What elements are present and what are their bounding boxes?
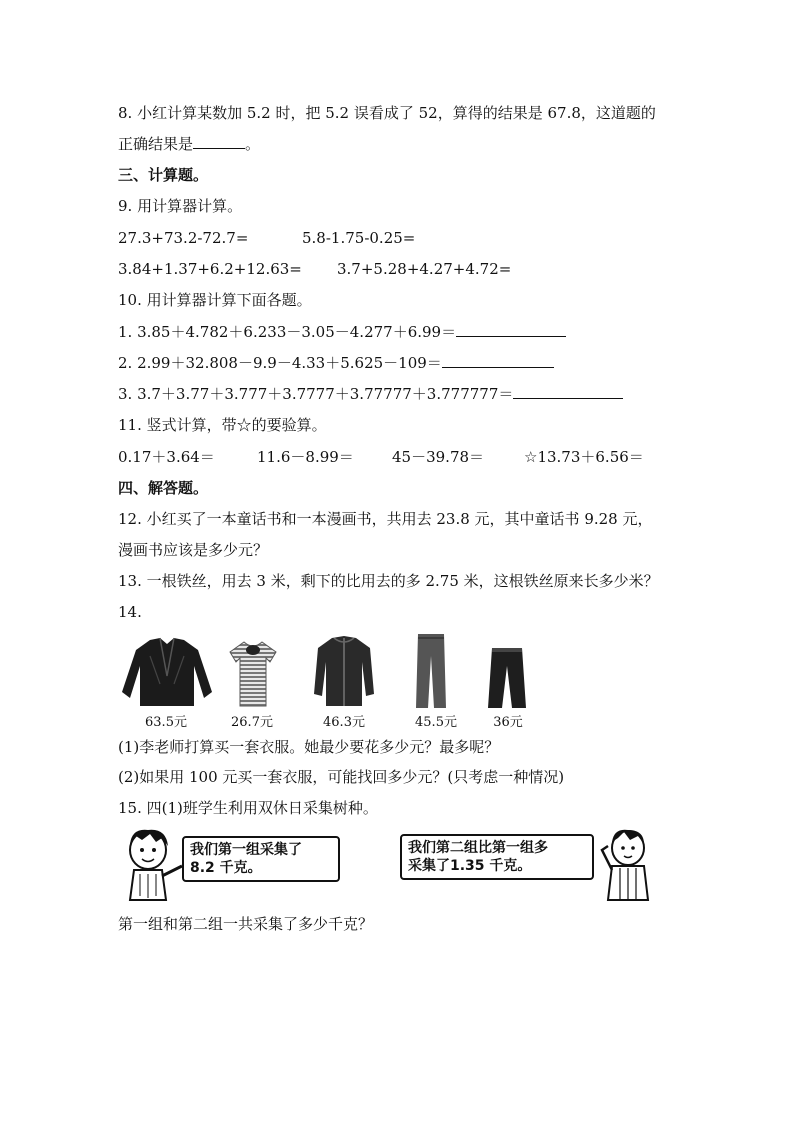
q9-expr-d: 3.7+5.28+4.27+4.72= — [337, 260, 512, 278]
boy-right-icon — [594, 826, 660, 902]
section3-heading: 三、计算题。 — [118, 166, 209, 184]
speech-bubble-right — [400, 834, 594, 880]
q12-line2: 漫画书应该是多少元？ — [118, 541, 269, 559]
section4-heading: 四、解答题。 — [118, 479, 209, 497]
striped-shirt-icon — [228, 640, 278, 708]
jacket-icon — [120, 636, 214, 708]
q8-line2-text: 正确结果是 — [118, 135, 194, 153]
q14-sub1: (1)李老师打算买一套衣服。她最少要花多少元？最多呢？ — [118, 738, 500, 756]
q11-item-4: ☆13.73＋6.56＝ — [524, 448, 644, 466]
bubble-right-line2: 采集了1.35 千克。 — [408, 858, 532, 874]
bubble-left-line1: 我们第一组采集了 — [190, 842, 302, 858]
q9-expr-b: 5.8-1.75-0.25= — [302, 229, 416, 247]
q11-title: 11. 竖式计算，带☆的要验算。 — [118, 416, 327, 434]
q8-line2-end: 。 — [245, 135, 261, 153]
price-jacket: 63.5元 — [145, 715, 187, 730]
q10-item-2-text: 2. 2.99＋32.808－9.9－4.33＋5.625－109＝ — [118, 354, 442, 372]
bubble-right-line1: 我们第二组比第一组多 — [408, 840, 548, 856]
q10-title: 10. 用计算器计算下面各题。 — [118, 291, 312, 309]
price-dark-pants: 36元 — [493, 715, 523, 730]
q14-sub2: (2)如果用 100 元买一套衣服，可能找回多少元？(只考虑一种情况) — [118, 768, 565, 786]
q10-item-2 — [118, 353, 554, 373]
dark-pants-icon — [486, 646, 528, 710]
q11-item-3: 45－39.78＝ — [392, 448, 485, 466]
bubble-left-line2: 8.2 千克。 — [190, 860, 262, 876]
q11-item-2: 11.6－8.99＝ — [257, 448, 354, 466]
boy-left-icon — [118, 826, 188, 902]
q12-line1: 12. 小红买了一本童话书和一本漫画书，共用去 23.8 元，其中童话书 9.28 元， — [118, 510, 653, 528]
gray-trousers-icon — [414, 632, 448, 710]
price-striped-shirt: 26.7元 — [231, 715, 273, 730]
q10-item-3-blank — [513, 384, 623, 399]
q10-item-1-text: 1. 3.85＋4.782＋6.233－3.05－4.277＋6.99＝ — [118, 323, 457, 341]
q11-item-1: 0.17＋3.64＝ — [118, 448, 215, 466]
q8-answer-blank — [193, 134, 245, 149]
price-gray-trousers: 45.5元 — [415, 715, 457, 730]
speech-bubble-left — [182, 836, 340, 882]
q10-item-1-blank — [456, 322, 566, 337]
q9-title: 9. 用计算器计算。 — [118, 197, 243, 215]
q13-text: 13. 一根铁丝，用去 3 米，剩下的比用去的多 2.75 米，这根铁丝原来长多少米？ — [118, 572, 659, 590]
price-zip-jacket: 46.3元 — [323, 715, 365, 730]
zip-jacket-icon — [312, 634, 376, 708]
q10-item-2-blank — [442, 353, 554, 368]
q9-expr-c: 3.84+1.37+6.2+12.63= — [118, 260, 302, 278]
q15-question: 第一组和第二组一共采集了多少千克？ — [118, 915, 374, 933]
q10-item-1 — [118, 322, 566, 342]
q10-item-3-text: 3. 3.7＋3.77＋3.777＋3.7777＋3.77777＋3.777777＝ — [118, 385, 514, 403]
q14-label: 14. — [118, 603, 142, 621]
q15-title: 15. 四(1)班学生利用双休日采集树种。 — [118, 799, 378, 817]
q8-line1: 8. 小红计算某数加 5.2 时，把 5.2 误看成了 52，算得的结果是 67.8，这道题的 — [118, 104, 656, 122]
q10-item-3 — [118, 384, 623, 404]
q9-expr-a: 27.3+73.2-72.7= — [118, 229, 249, 247]
q8-line2 — [118, 134, 260, 154]
